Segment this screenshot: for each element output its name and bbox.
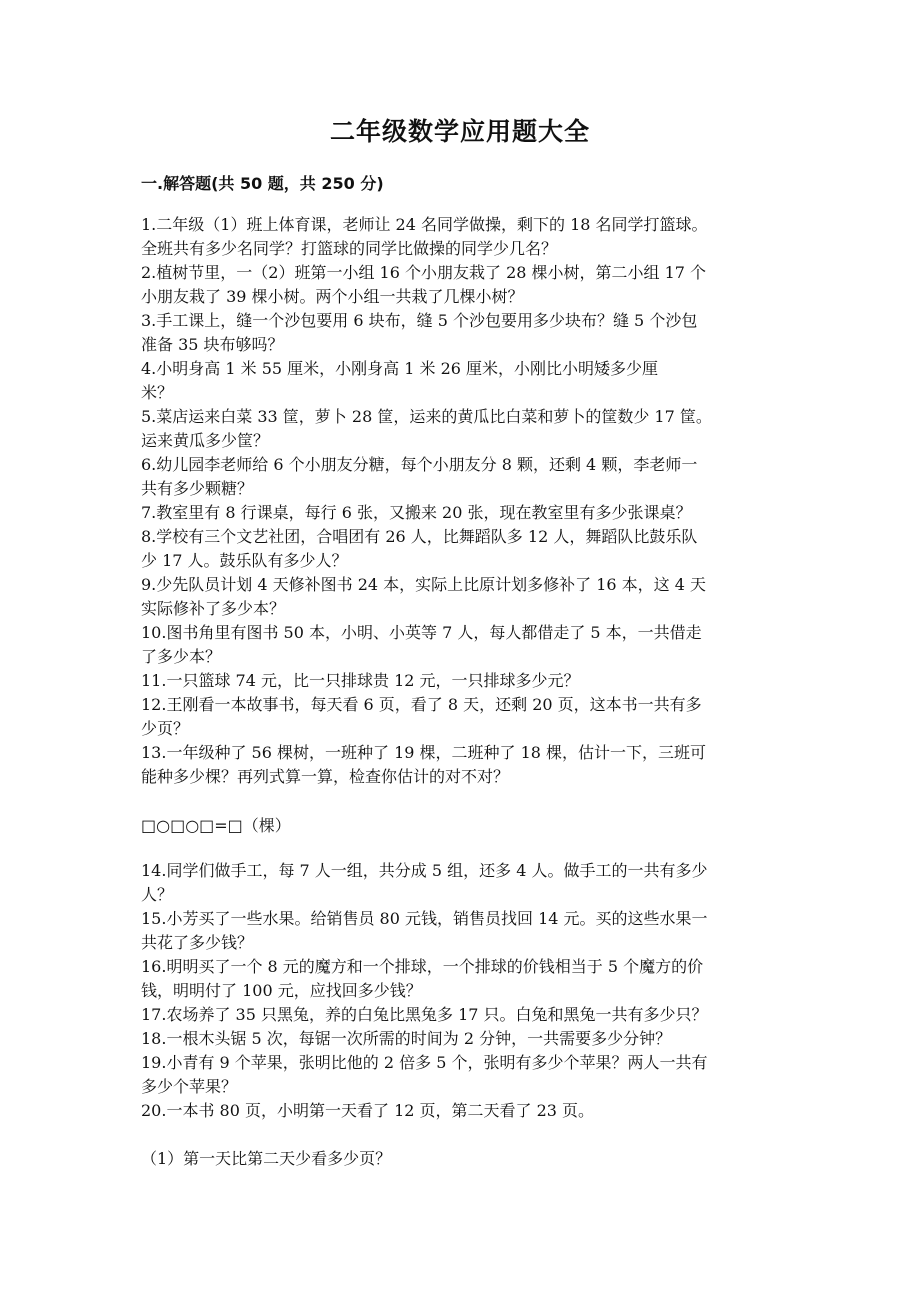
question-line: 少 17 人。鼓乐队有多少人？ — [141, 551, 348, 570]
equation-blank-line: □○□○□=□（棵） — [141, 816, 291, 835]
question-line: 共花了多少钱？ — [141, 933, 254, 952]
section-heading: 一.解答题(共 50 题，共 250 分) — [141, 174, 384, 193]
question-line: 14.同学们做手工，每 7 人一组，共分成 5 组，还多 4 人。做手工的一共有多少 — [141, 861, 708, 880]
question-line: 13.一年级种了 56 棵树，一班种了 19 棵，二班种了 18 棵，估计一下，三班可 — [141, 743, 707, 762]
question-line: 3.手工课上，缝一个沙包要用 6 块布，缝 5 个沙包要用多少块布？缝 5 个沙包 — [141, 311, 698, 330]
question-line: 12.王刚看一本故事书，每天看 6 页，看了 8 天，还剩 20 页，这本书一共有多 — [141, 695, 702, 714]
question-line: 米？ — [141, 383, 174, 402]
question-line: 20.一本书 80 页，小明第一天看了 12 页，第二天看了 23 页。 — [141, 1101, 595, 1120]
question-line: 人？ — [141, 885, 174, 904]
question-line: 5.菜店运来白菜 33 筐，萝卜 28 筐，运来的黄瓜比白菜和萝卜的筐数少 17 筐。 — [141, 407, 712, 426]
question-line: 7.教室里有 8 行课桌，每行 6 张，又搬来 20 张，现在教室里有多少张课桌？ — [141, 503, 692, 522]
question-line: 9.少先队员计划 4 天修补图书 24 本，实际上比原计划多修补了 16 本，这 4 天 — [141, 575, 707, 594]
question-line: 钱，明明付了 100 元，应找回多少钱？ — [141, 981, 422, 1000]
question-line: 15.小芳买了一些水果。给销售员 80 元钱，销售员找回 14 元。买的这些水果一 — [141, 909, 708, 928]
question-line: 实际修补了多少本？ — [141, 599, 286, 618]
question-line: 2.植树节里，一（2）班第一小组 16 个小朋友栽了 28 棵小树，第二小组 17 个 — [141, 263, 707, 282]
question-line: 17.农场养了 35 只黑兔，养的白兔比黑兔多 17 只。白兔和黑兔一共有多少只？ — [141, 1005, 708, 1024]
question-line: 共有多少颗糖？ — [141, 479, 254, 498]
question-line: 1.二年级（1）班上体育课，老师让 24 名同学做操，剩下的 18 名同学打篮球。 — [141, 215, 708, 234]
sub-question-line: （1）第一天比第二天少看多少页？ — [141, 1149, 392, 1168]
question-line: 4.小明身高 1 米 55 厘米，小刚身高 1 米 26 厘米，小刚比小明矮多少厘 — [141, 359, 659, 378]
question-line: 10.图书角里有图书 50 本，小明、小英等 7 人，每人都借走了 5 本，一共借走 — [141, 623, 702, 642]
question-line: 能种多少棵？再列式算一算，检查你估计的对不对？ — [141, 767, 510, 786]
question-line: 准备 35 块布够吗？ — [141, 335, 284, 354]
question-line: 11.一只篮球 74 元，比一只排球贵 12 元，一只排球多少元？ — [141, 671, 580, 690]
page-title: 二年级数学应用题大全 — [329, 117, 590, 146]
question-line: 6.幼儿园李老师给 6 个小朋友分糖，每个小朋友分 8 颗，还剩 4 颗，李老师一 — [141, 455, 698, 474]
question-line: 多少个苹果？ — [141, 1077, 238, 1096]
question-line: 18.一根木头锯 5 次，每锯一次所需的时间为 2 分钟，一共需要多少分钟？ — [141, 1029, 672, 1048]
question-line: 8.学校有三个文艺社团，合唱团有 26 人，比舞蹈队多 12 人，舞蹈队比鼓乐队 — [141, 527, 698, 546]
question-line: 少页？ — [141, 719, 190, 738]
question-line: 16.明明买了一个 8 元的魔方和一个排球，一个排球的价钱相当于 5 个魔方的价 — [141, 957, 704, 976]
question-line: 全班共有多少名同学？打篮球的同学比做操的同学少几名？ — [141, 239, 558, 258]
question-line: 19.小青有 9 个苹果，张明比他的 2 倍多 5 个，张明有多少个苹果？两人一共有 — [141, 1053, 708, 1072]
question-line: 小朋友栽了 39 棵小树。两个小组一共栽了几棵小树？ — [141, 287, 524, 306]
question-line: 了多少本？ — [141, 647, 222, 666]
question-line: 运来黄瓜多少筐？ — [141, 431, 270, 450]
